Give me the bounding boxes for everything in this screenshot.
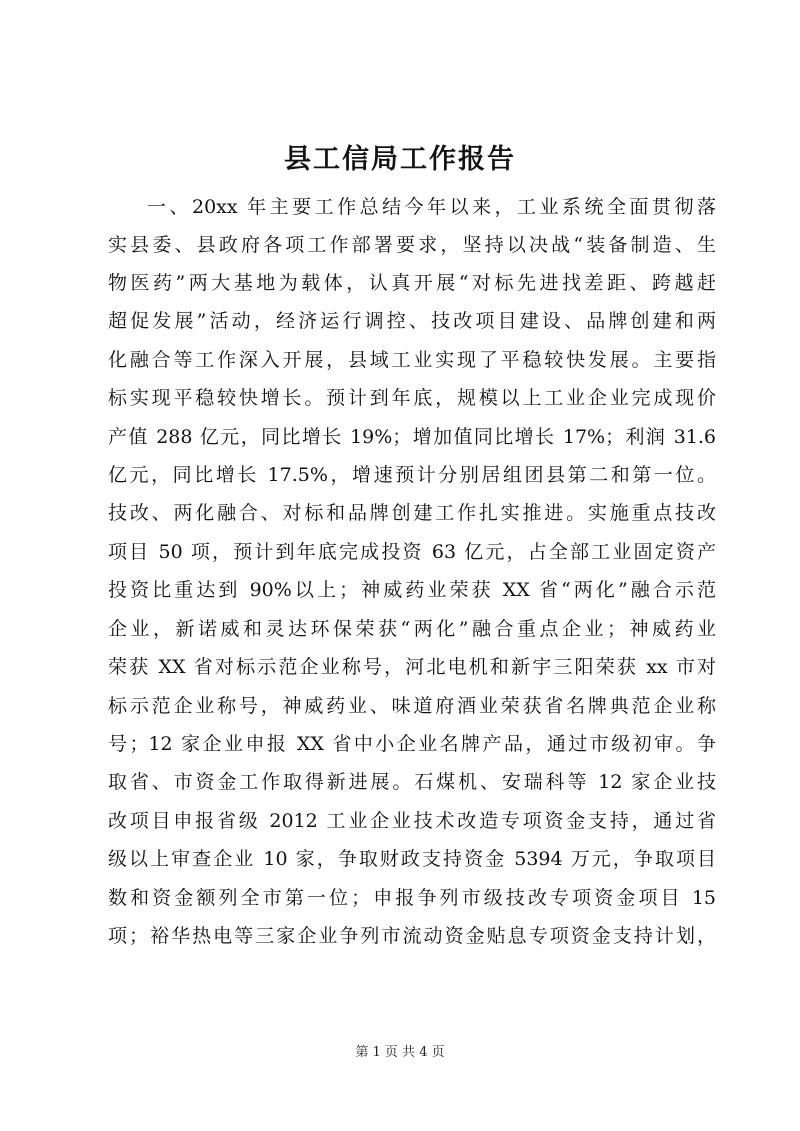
paragraph-line: 号；12 家企业申报 XX 省中小企业名牌产品，通过市级初审。争: [108, 733, 716, 755]
paragraph-line: 实县委、县政府各项工作部署要求，坚持以决战“装备制造、生: [108, 234, 716, 256]
paragraph-line: 投资比重达到 90%以上；神威药业荣获 XX 省“两化”融合示范: [108, 579, 716, 601]
paragraph-line: 级以上审查企业 10 家，争取财政支持资金 5394 万元，争取项目: [108, 848, 716, 870]
paragraph-line: 改项目申报省级 2012 工业企业技术改造专项资金支持，通过省: [108, 810, 716, 832]
paragraph-line: 物医药”两大基地为载体，认真开展“对标先进找差距、跨越赶: [108, 272, 716, 294]
page-number: 第 1 页 共 4 页: [355, 1045, 445, 1060]
paragraph-line: 亿元，同比增长 17.5%，增速预计分别居组团县第二和第一位。: [108, 464, 716, 486]
paragraph-line: 项；裕华热电等三家企业争列市流动资金贴息专项资金支持计划，: [108, 925, 716, 947]
paragraph-line: 技改、两化融合、对标和品牌创建工作扎实推进。实施重点技改: [108, 502, 716, 524]
paragraph-line: 数和资金额列全市第一位；申报争列市级技改专项资金项目 15: [108, 887, 716, 909]
page-title: 县工信局工作报告: [284, 144, 516, 175]
paragraph-line: 产值 288 亿元，同比增长 19%；增加值同比增长 17%；利润 31.6: [108, 426, 716, 448]
paragraph-line: 标示范企业称号，神威药业、味道府酒业荣获省名牌典范企业称: [108, 695, 716, 717]
paragraph-line: 超促发展”活动，经济运行调控、技改项目建设、品牌创建和两: [108, 310, 716, 332]
paragraph-line: 标实现平稳较快增长。预计到年底，规模以上工业企业完成现价: [108, 387, 716, 409]
paragraph-line: 取省、市资金工作取得新进展。石煤机、安瑞科等 12 家企业技: [108, 771, 716, 793]
paragraph-line: 一、20xx 年主要工作总结今年以来，工业系统全面贯彻落: [147, 196, 716, 218]
paragraph-line: 化融合等工作深入开展，县域工业实现了平稳较快发展。主要指: [108, 349, 716, 371]
paragraph-line: 企业，新诺威和灵达环保荣获“两化”融合重点企业；神威药业: [108, 618, 716, 640]
paragraph-line: 项目 50 项，预计到年底完成投资 63 亿元，占全部工业固定资产: [108, 541, 716, 563]
paragraph-line: 荣获 XX 省对标示范企业称号，河北电机和新宇三阳荣获 xx 市对: [108, 656, 716, 678]
